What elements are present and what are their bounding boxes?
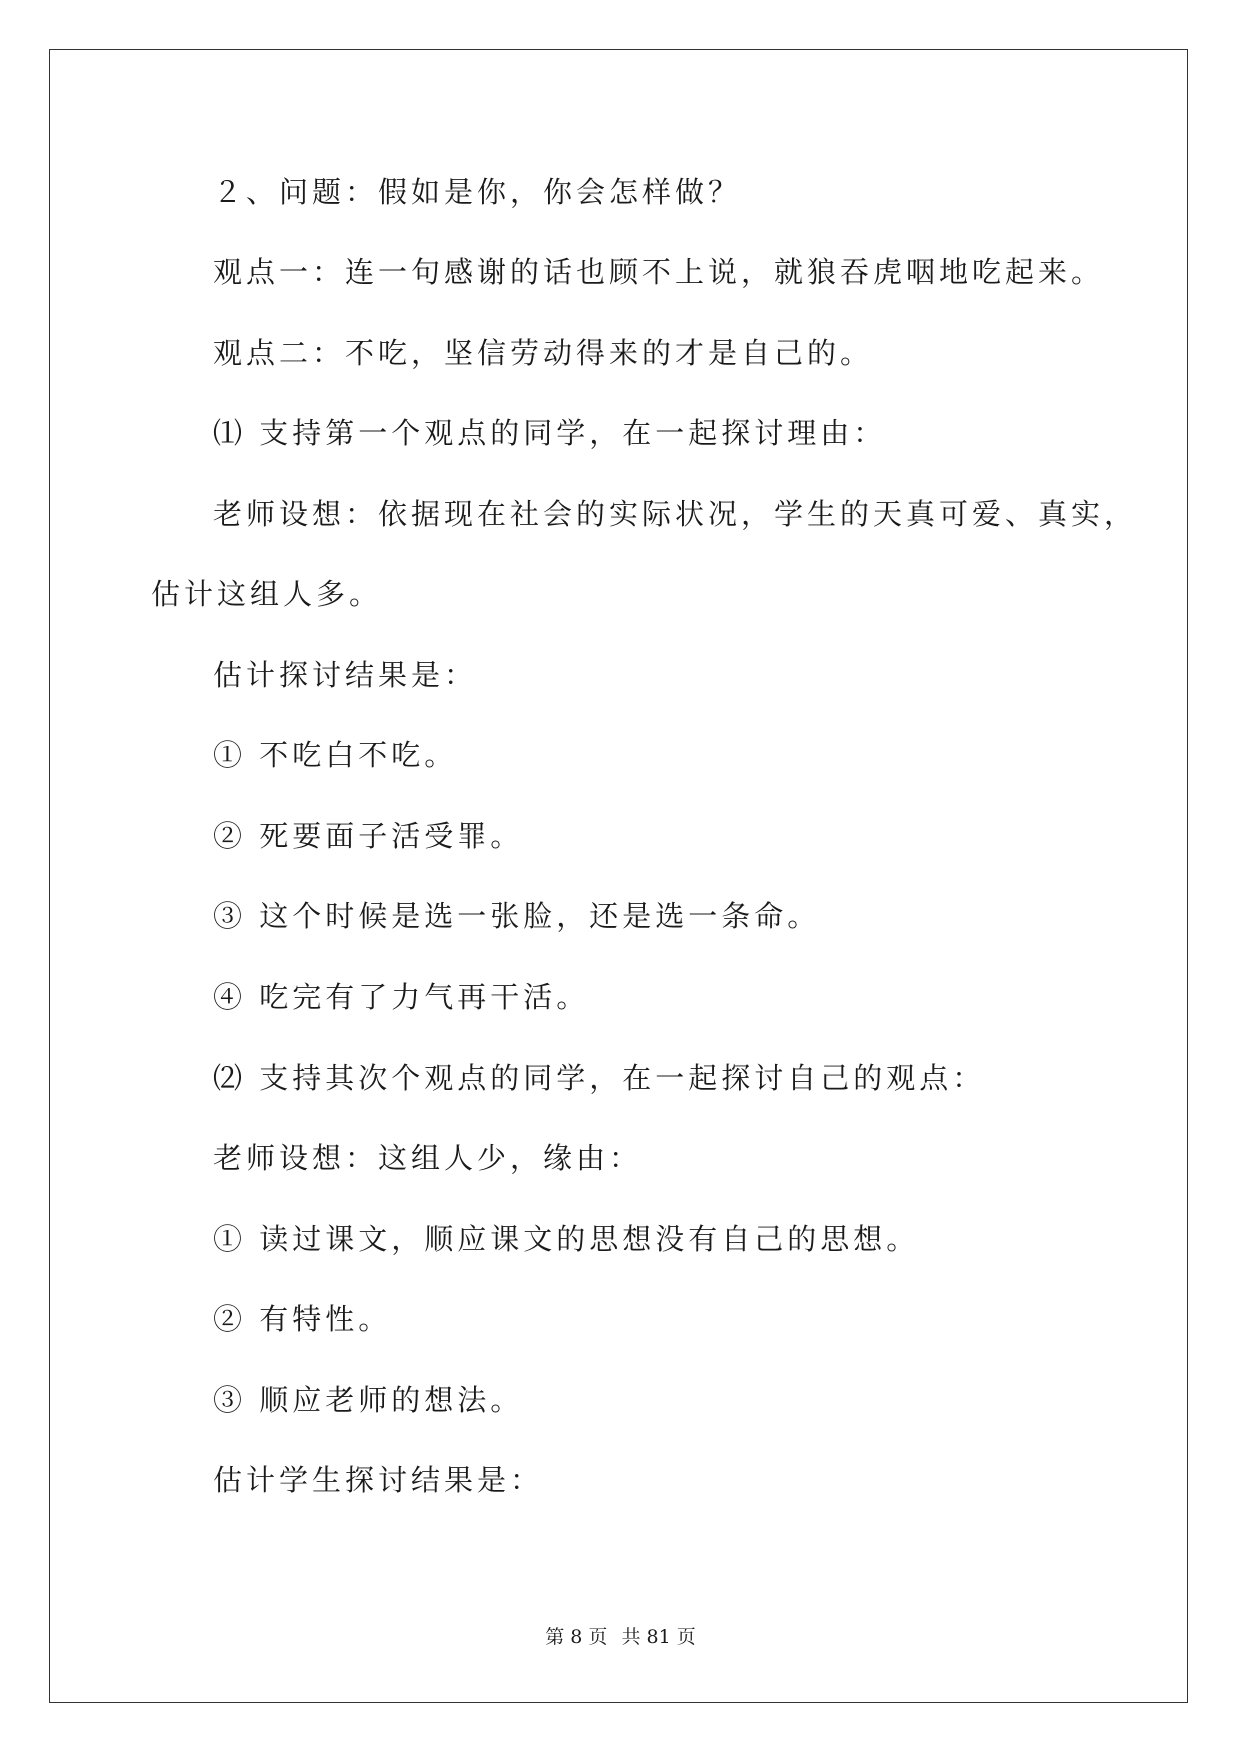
page-number: 第 8 页 <box>545 1626 608 1648</box>
expected-result-heading-1: 估计探讨结果是： <box>213 658 478 692</box>
list-item: ② 有特性。 <box>213 1302 392 1336</box>
expected-result-heading-2: 估计学生探讨结果是： <box>213 1463 544 1497</box>
teacher-assumption-1: 老师设想：依据现在社会的实际状况，学生的天真可爱、真实， <box>213 497 1138 531</box>
page-footer <box>0 1622 1241 1649</box>
teacher-assumption-2: 老师设想：这组人少，缘由： <box>213 1141 643 1175</box>
list-item: ④ 吃完有了力气再干活。 <box>213 980 590 1014</box>
list-item: ① 不吃白不吃。 <box>213 738 458 772</box>
list-item: ③ 这个时候是选一张脸，还是选一条命。 <box>213 899 821 933</box>
question-line: ２、问题：假如是你，你会怎样做？ <box>213 175 742 209</box>
section-1-heading: ⑴ 支持第一个观点的同学，在一起探讨理由： <box>213 416 887 450</box>
viewpoint-two: 观点二：不吃，坚信劳动得来的才是自己的。 <box>213 336 874 370</box>
page-total: 共 81 页 <box>621 1626 696 1648</box>
page-border <box>49 49 1188 1703</box>
viewpoint-one: 观点一：连一句感谢的话也顾不上说，就狼吞虎咽地吃起来。 <box>213 255 1105 289</box>
list-item: ① 读过课文，顺应课文的思想没有自己的思想。 <box>213 1222 920 1256</box>
teacher-assumption-1-cont: 估计这组人多。 <box>151 577 383 611</box>
list-item: ③ 顺应老师的想法。 <box>213 1383 524 1417</box>
list-item: ② 死要面子活受罪。 <box>213 819 524 853</box>
section-2-heading: ⑵ 支持其次个观点的同学，在一起探讨自己的观点： <box>213 1061 986 1095</box>
